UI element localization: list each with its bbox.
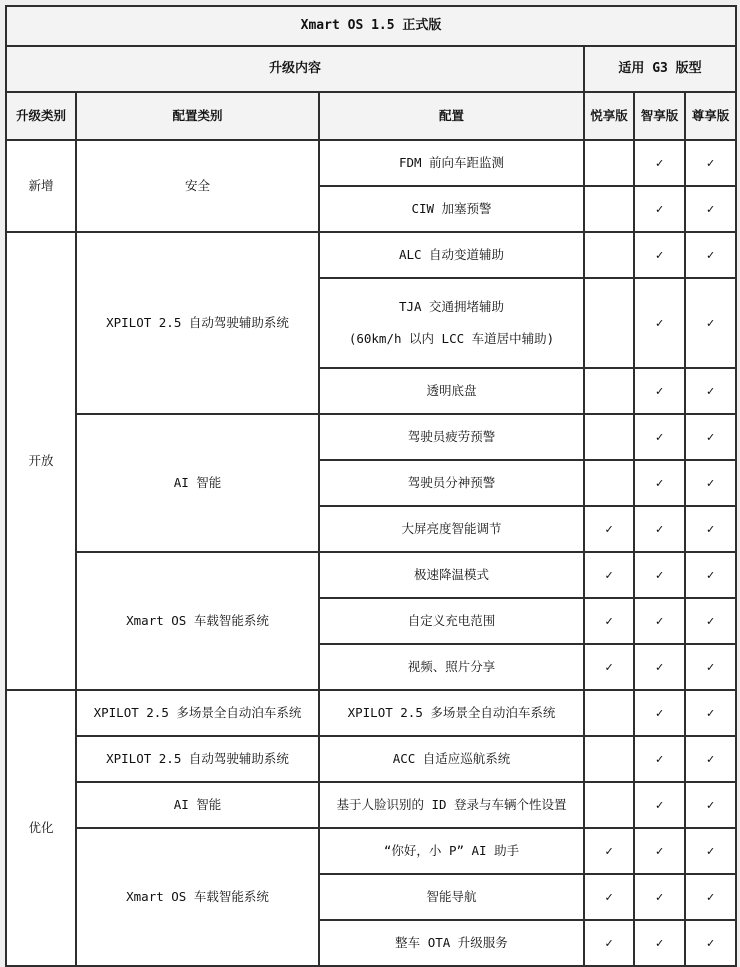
- check-zunxiang: ✓: [685, 874, 736, 920]
- config-cell: 透明底盘: [319, 368, 584, 414]
- col-header-zhixiang: 智享版: [634, 92, 685, 140]
- check-zhixiang: ✓: [634, 140, 685, 186]
- table-row: [6, 782, 736, 828]
- table-row: [6, 690, 736, 736]
- config-cell: ALC 自动变道辅助: [319, 232, 584, 278]
- check-yuexiang: [584, 782, 634, 828]
- config-category-cell: Xmart OS 车载智能系统: [76, 552, 319, 690]
- check-zhixiang: ✓: [634, 690, 685, 736]
- config-cell: 自定义充电范围: [319, 598, 584, 644]
- check-zhixiang: ✓: [634, 644, 685, 690]
- table-row: [6, 552, 736, 598]
- config-line2: (60km/h 以内 LCC 车道居中辅助): [348, 331, 555, 346]
- check-yuexiang: ✓: [584, 874, 634, 920]
- config-category-cell: XPILOT 2.5 自动驾驶辅助系统: [76, 232, 319, 414]
- config-cell: “你好，小 P” AI 助手: [319, 828, 584, 874]
- col-header-zunxiang: 尊享版: [685, 92, 736, 140]
- check-zhixiang: ✓: [634, 552, 685, 598]
- check-zunxiang: ✓: [685, 552, 736, 598]
- config-cell: 基于人脸识别的 ID 登录与车辆个性设置: [319, 782, 584, 828]
- check-zunxiang: ✓: [685, 598, 736, 644]
- config-cell: 视频、照片分享: [319, 644, 584, 690]
- check-zunxiang: ✓: [685, 186, 736, 232]
- check-zhixiang: ✓: [634, 232, 685, 278]
- check-zhixiang: ✓: [634, 368, 685, 414]
- config-cell: XPILOT 2.5 多场景全自动泊车系统: [319, 690, 584, 736]
- check-yuexiang: ✓: [584, 552, 634, 598]
- check-zhixiang: ✓: [634, 782, 685, 828]
- check-yuexiang: [584, 460, 634, 506]
- check-yuexiang: ✓: [584, 828, 634, 874]
- category-cell-open: 开放: [6, 232, 76, 690]
- check-zhixiang: ✓: [634, 828, 685, 874]
- check-zunxiang: ✓: [685, 690, 736, 736]
- check-zhixiang: ✓: [634, 414, 685, 460]
- check-yuexiang: [584, 690, 634, 736]
- config-cell: 大屏亮度智能调节: [319, 506, 584, 552]
- check-zunxiang: ✓: [685, 506, 736, 552]
- config-category-cell: Xmart OS 车载智能系统: [76, 828, 319, 966]
- table-title: Xmart OS 1.5 正式版: [6, 6, 736, 46]
- table-row: [6, 828, 736, 874]
- check-yuexiang: ✓: [584, 644, 634, 690]
- check-zunxiang: ✓: [685, 460, 736, 506]
- check-zhixiang: ✓: [634, 506, 685, 552]
- check-zunxiang: ✓: [685, 414, 736, 460]
- config-cell: 驾驶员分神预警: [319, 460, 584, 506]
- check-zhixiang: ✓: [634, 186, 685, 232]
- config-category-cell: 安全: [76, 140, 319, 232]
- check-zunxiang: ✓: [685, 782, 736, 828]
- check-yuexiang: ✓: [584, 920, 634, 966]
- category-cell-optimize: 优化: [6, 690, 76, 966]
- check-yuexiang: [584, 232, 634, 278]
- check-zunxiang: ✓: [685, 644, 736, 690]
- col-header-config: 配置: [319, 92, 584, 140]
- table-row: [6, 140, 736, 186]
- check-zunxiang: ✓: [685, 278, 736, 368]
- check-zunxiang: ✓: [685, 368, 736, 414]
- header-upgrade-content: 升级内容: [6, 46, 584, 92]
- table-row: [6, 232, 736, 278]
- check-zunxiang: ✓: [685, 232, 736, 278]
- config-cell: ACC 自适应巡航系统: [319, 736, 584, 782]
- config-cell: [319, 278, 584, 368]
- check-zhixiang: ✓: [634, 736, 685, 782]
- check-zhixiang: ✓: [634, 874, 685, 920]
- check-zhixiang: ✓: [634, 278, 685, 368]
- check-zhixiang: ✓: [634, 598, 685, 644]
- config-cell: 极速降温模式: [319, 552, 584, 598]
- config-cell: FDM 前向车距监测: [319, 140, 584, 186]
- check-zunxiang: ✓: [685, 736, 736, 782]
- upgrade-table: [5, 5, 737, 967]
- check-yuexiang: [584, 140, 634, 186]
- check-yuexiang: [584, 186, 634, 232]
- config-category-cell: AI 智能: [76, 782, 319, 828]
- check-zhixiang: ✓: [634, 460, 685, 506]
- col-header-category: 升级类别: [6, 92, 76, 140]
- check-yuexiang: [584, 278, 634, 368]
- col-header-yuexiang: 悦享版: [584, 92, 634, 140]
- config-cell: 整车 OTA 升级服务: [319, 920, 584, 966]
- table-row: [6, 736, 736, 782]
- config-category-cell: AI 智能: [76, 414, 319, 552]
- check-zhixiang: ✓: [634, 920, 685, 966]
- header-applicable-models: 适用 G3 版型: [584, 46, 736, 92]
- config-cell: 智能导航: [319, 874, 584, 920]
- check-zunxiang: ✓: [685, 920, 736, 966]
- check-yuexiang: ✓: [584, 598, 634, 644]
- config-line1: TJA 交通拥堵辅助: [398, 299, 505, 315]
- config-cell: CIW 加塞预警: [319, 186, 584, 232]
- check-zunxiang: ✓: [685, 140, 736, 186]
- check-zunxiang: ✓: [685, 828, 736, 874]
- category-cell-new: 新增: [6, 140, 76, 232]
- table-row: [6, 414, 736, 460]
- check-yuexiang: [584, 414, 634, 460]
- config-category-cell: XPILOT 2.5 多场景全自动泊车系统: [76, 690, 319, 736]
- config-cell: 驾驶员疲劳预警: [319, 414, 584, 460]
- col-header-config-category: 配置类别: [76, 92, 319, 140]
- check-yuexiang: ✓: [584, 506, 634, 552]
- check-yuexiang: [584, 368, 634, 414]
- config-category-cell: XPILOT 2.5 自动驾驶辅助系统: [76, 736, 319, 782]
- check-yuexiang: [584, 736, 634, 782]
